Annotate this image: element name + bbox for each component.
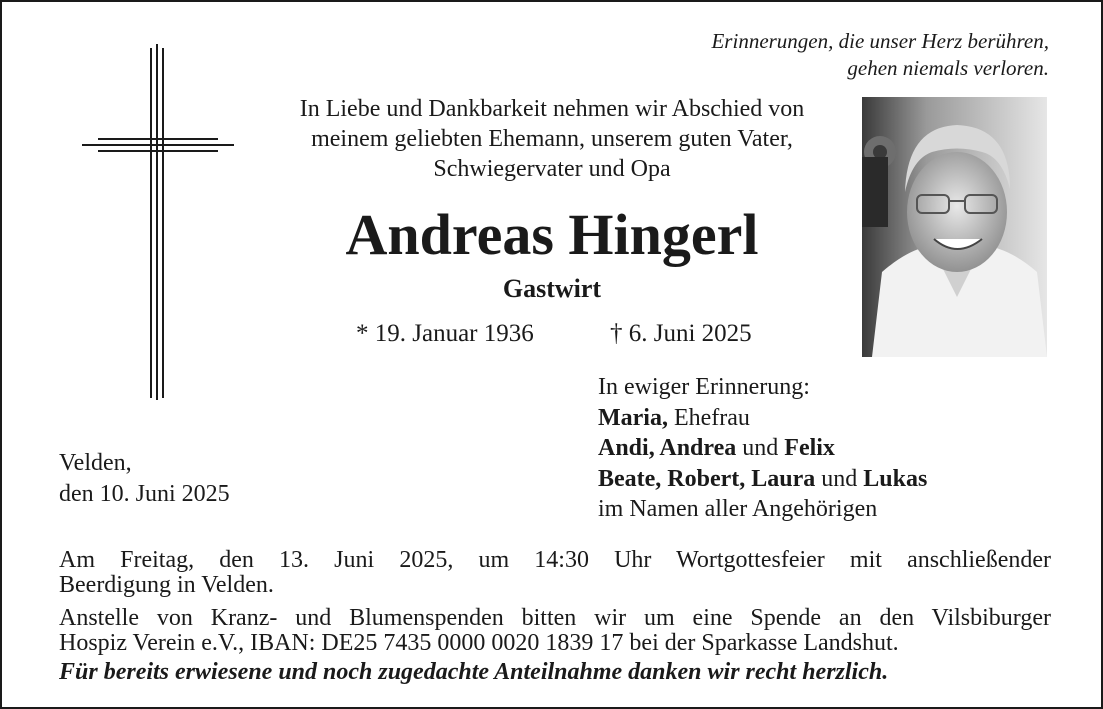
portrait-photo bbox=[862, 97, 1047, 357]
children-name-last: Felix bbox=[784, 435, 835, 461]
intro-line-1: In Liebe und Dankbarkeit nehmen wir Abschied von bbox=[299, 96, 805, 122]
donation-line-1: Anstelle von Kranz- und Blumenspenden bitten wir um eine Spende an den Vilsbiburger bbox=[59, 605, 1051, 631]
birth-date: * 19. Januar 1936 bbox=[356, 320, 534, 347]
date-line: den 10. Juni 2025 bbox=[59, 481, 230, 507]
place-and-date bbox=[59, 448, 230, 510]
donation-line-2: Hospiz Verein e.V., IBAN: DE25 7435 0000 0020 1839 17 bei der Sparkasse Landshut. bbox=[59, 630, 899, 656]
deceased-name: Andreas Hingerl bbox=[345, 202, 759, 267]
intro-line-3: Schwiegervater und Opa bbox=[433, 156, 671, 182]
mourners-header: In ewiger Erinnerung: bbox=[598, 374, 810, 400]
children-names: Andi, Andrea bbox=[598, 435, 737, 461]
portrait-illustration bbox=[862, 97, 1047, 357]
conjunction: und bbox=[742, 435, 779, 461]
wife-role: Ehefrau bbox=[673, 404, 750, 431]
mourners-list bbox=[598, 372, 927, 525]
place-line: Velden, bbox=[59, 450, 132, 476]
grandchildren-name-last: Lukas bbox=[863, 465, 928, 492]
quote-line-2: gehen niemals verloren. bbox=[847, 56, 1049, 80]
service-line-2: Beerdigung in Velden. bbox=[59, 572, 274, 598]
conjunction: und bbox=[821, 465, 858, 492]
service-information bbox=[59, 548, 1051, 685]
deceased-occupation: Gastwirt bbox=[502, 274, 602, 303]
memorial-quote bbox=[711, 28, 1049, 82]
mourner-wife bbox=[598, 403, 927, 434]
mourner-grandchildren bbox=[598, 464, 927, 495]
quote-line-1: Erinnerungen, die unser Herz berühren, bbox=[711, 29, 1049, 53]
cross-icon bbox=[82, 44, 234, 400]
mourner-children bbox=[598, 433, 927, 464]
intro-text bbox=[252, 94, 852, 184]
thanks-line: Für bereits erwiesene und noch zugedachte Anteilnahme danken wir recht herzlich. bbox=[59, 659, 889, 685]
death-date: † 6. Juni 2025 bbox=[610, 320, 752, 347]
grandchildren-names: Beate, Robert, Laura bbox=[598, 465, 816, 492]
intro-line-2: meinem geliebten Ehemann, unserem guten Vater, bbox=[311, 126, 793, 152]
wife-name: Maria, bbox=[598, 404, 668, 431]
mourners-footer: im Namen aller Angehörigen bbox=[598, 496, 878, 522]
service-line-1: Am Freitag, den 13. Juni 2025, um 14:30 Uhr Wortgottesfeier mit anschließender bbox=[59, 547, 1051, 573]
